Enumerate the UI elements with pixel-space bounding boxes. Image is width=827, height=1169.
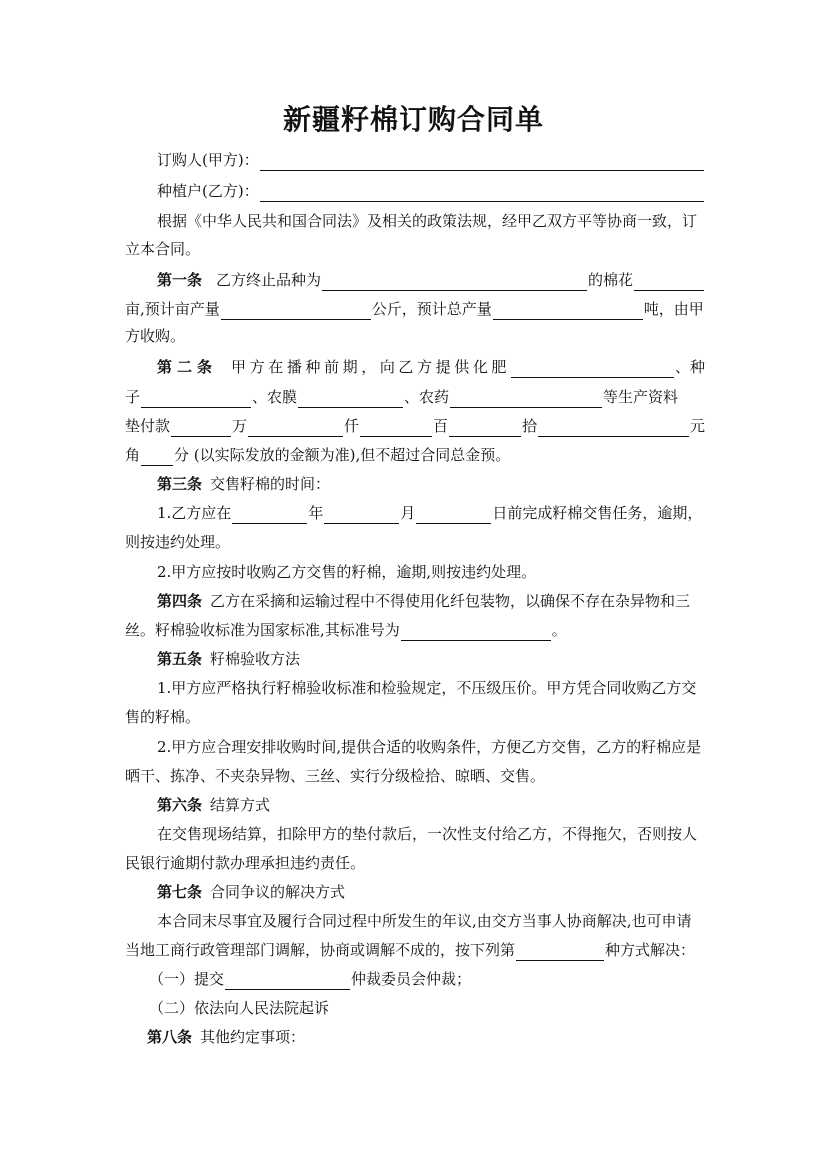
art3-p1-a: 1.乙方应在 xyxy=(157,504,232,522)
art6-p1-a: 在交售现场结算，扣除甲方的垫付款后，一次性支付给乙方，不得拖欠，否则按人 xyxy=(157,825,698,843)
art8-heading: 第八条 xyxy=(147,1028,193,1046)
art7-option-1-a: （一）提交 xyxy=(149,970,225,988)
art1-text-c: 亩,预计亩产量 xyxy=(125,300,220,318)
deadline-month-blank[interactable] xyxy=(324,507,399,524)
art5-p2-line-2 xyxy=(125,765,705,787)
art1-text-f: 方收购。 xyxy=(125,327,186,345)
amount-yuan-blank[interactable] xyxy=(538,420,689,437)
art7-p1-line-1 xyxy=(125,910,705,932)
art8-heading-line xyxy=(125,1026,705,1048)
art2-text-a: 甲方在播种前期，向乙方提供化肥 xyxy=(231,358,511,376)
art7-p1-line-2 xyxy=(125,939,705,961)
art4-heading: 第四条 xyxy=(157,592,203,610)
art2-text-g: 垫付款 xyxy=(125,417,171,435)
art2-line-2 xyxy=(125,386,705,408)
art3-p1-b: 年 xyxy=(308,504,324,522)
art2-text-m: 角 xyxy=(125,446,141,464)
art2-line-1 xyxy=(125,356,705,378)
art7-option-1-b: 仲裁委员会仲裁； xyxy=(351,970,472,988)
art2-text-l: 元 xyxy=(689,417,705,435)
art6-heading-line xyxy=(125,794,705,816)
art5-heading: 第五条 xyxy=(157,650,203,668)
art3-title: 交售籽棉的时间： xyxy=(210,475,331,493)
art3-p2-line xyxy=(125,561,705,583)
seed-blank[interactable] xyxy=(141,391,251,408)
art6-p1-line-1 xyxy=(125,823,705,845)
art5-p2-b: 晒干、拣净、不夹杂异物、三丝、实行分级检拾、晾晒、交售。 xyxy=(125,767,546,785)
art1-line-3 xyxy=(125,325,705,347)
art2-text-k: 拾 xyxy=(522,417,538,435)
fertilizer-blank[interactable] xyxy=(511,361,674,378)
resolution-method-blank[interactable] xyxy=(516,944,604,961)
art5-p2-a: 2.甲方应合理安排收购时间,提供合适的收购条件，方便乙方交售，乙方的籽棉应是 xyxy=(157,738,702,756)
variety-blank[interactable] xyxy=(322,274,587,291)
art2-text-e: 、农药 xyxy=(404,388,450,406)
arbitration-committee-blank[interactable] xyxy=(225,973,350,990)
art5-p1-a: 1.甲方应严格执行籽棉验收标准和检验规定，不压级压价。甲方凭合同收购乙方交 xyxy=(157,679,697,697)
art1-heading: 第一条 xyxy=(157,271,203,289)
amount-wan-blank[interactable] xyxy=(171,420,231,437)
art2-text-b: 、种 xyxy=(674,358,705,376)
art7-p1-b: 当地工商行政管理部门调解，协商或调解不成的，按下列第 xyxy=(125,941,516,959)
art2-text-d: 、农膜 xyxy=(252,388,298,406)
art5-p1-line-1 xyxy=(125,677,705,699)
buyer-blank[interactable] xyxy=(260,154,704,171)
art8-title: 其他约定事项： xyxy=(200,1028,306,1046)
art3-heading-line xyxy=(125,473,705,495)
art2-heading: 第二条 xyxy=(157,358,218,376)
amount-jiao-blank[interactable] xyxy=(141,449,173,466)
art3-p1-line-2 xyxy=(125,531,705,553)
preamble-text-1: 根据《中华人民共和国合同法》及相关的政策法规，经甲乙双方平等协商一致，订 xyxy=(157,212,698,230)
grower-line xyxy=(125,180,705,202)
art5-p1-b: 售的籽棉。 xyxy=(125,708,201,726)
art7-option-2-line xyxy=(125,997,705,1019)
art5-p1-line-2 xyxy=(125,706,705,728)
art2-text-j: 百 xyxy=(433,417,449,435)
art4-line-2 xyxy=(125,619,705,641)
buyer-line xyxy=(125,149,705,171)
preamble-line-1 xyxy=(125,210,705,232)
art1-line-1 xyxy=(125,269,705,291)
art1-text-a: 乙方终止品种为 xyxy=(216,271,322,289)
amount-bai-blank[interactable] xyxy=(360,420,432,437)
art1-text-d: 公斤，预计总产量 xyxy=(371,300,492,318)
art4-text-a: 乙方在采摘和运输过程中不得使用化纤包装物，以确保不存在杂异物和三 xyxy=(210,592,691,610)
art4-line-1 xyxy=(125,590,705,612)
art3-p1-c: 月 xyxy=(400,504,416,522)
area-blank[interactable] xyxy=(634,274,704,291)
total-yield-blank[interactable] xyxy=(493,303,643,320)
grower-label: 种植户(乙方)： xyxy=(157,182,259,200)
art4-text-c: 。 xyxy=(551,621,567,639)
art4-text-b: 丝。籽棉验收标准为国家标准,其标准号为 xyxy=(125,621,400,639)
deadline-year-blank[interactable] xyxy=(232,507,307,524)
grower-blank[interactable] xyxy=(260,185,704,202)
deadline-day-blank[interactable] xyxy=(416,507,491,524)
document-title: 新疆籽棉订购合同单 xyxy=(282,103,544,136)
art2-text-h: 万 xyxy=(232,417,248,435)
art7-title: 合同争议的解决方式 xyxy=(210,883,346,901)
art7-heading: 第七条 xyxy=(157,883,203,901)
art1-line-2 xyxy=(125,298,705,320)
art6-heading: 第六条 xyxy=(157,796,203,814)
pesticide-blank[interactable] xyxy=(450,391,602,408)
amount-qian-blank[interactable] xyxy=(248,420,343,437)
standard-number-blank[interactable] xyxy=(401,624,551,641)
art6-p1-b: 民银行逾期付款办理承担违约责任。 xyxy=(125,854,366,872)
art2-line-4 xyxy=(125,444,705,466)
art2-text-f: 等生产资料 xyxy=(603,388,679,406)
amount-shi-blank[interactable] xyxy=(449,420,521,437)
buyer-label: 订购人(甲方)： xyxy=(157,151,259,169)
art5-p2-line-1 xyxy=(125,736,705,758)
art2-text-i: 仟 xyxy=(344,417,360,435)
art3-p2: 2.甲方应按时收购乙方交售的籽棉，逾期,则按违约处理。 xyxy=(157,563,537,581)
art2-line-3 xyxy=(125,415,705,437)
art2-text-n: 分 (以实际发放的金额为准),但不超过合同总金预。 xyxy=(174,446,511,464)
art7-p1-a: 本合同末尽事宜及履行合同过程中所发生的年议,由交方当事人协商解决,也可申请 xyxy=(157,912,692,930)
art5-title: 籽棉验收方法 xyxy=(210,650,301,668)
film-blank[interactable] xyxy=(298,391,403,408)
art5-heading-line xyxy=(125,648,705,670)
art6-p1-line-2 xyxy=(125,852,705,874)
art3-p1-d: 日前完成籽棉交售任务，逾期， xyxy=(492,504,703,522)
art3-heading: 第三条 xyxy=(157,475,203,493)
art6-title: 结算方式 xyxy=(210,796,271,814)
art1-text-e: 吨，由甲 xyxy=(643,300,704,318)
preamble-text-2: 立本合同。 xyxy=(125,240,201,258)
art7-p1-c: 种方式解决： xyxy=(605,941,696,959)
art3-p1-e: 则按违约处理。 xyxy=(125,533,231,551)
art7-option-2: （二）依法向人民法院起诉 xyxy=(149,999,330,1017)
art3-p1-line-1 xyxy=(125,502,705,524)
art2-text-c: 子 xyxy=(125,388,141,406)
art7-option-1-line xyxy=(125,968,705,990)
yield-per-mu-blank[interactable] xyxy=(221,303,371,320)
art7-heading-line xyxy=(125,881,705,903)
art1-text-b: 的棉花 xyxy=(588,271,634,289)
preamble-line-2 xyxy=(125,238,705,260)
